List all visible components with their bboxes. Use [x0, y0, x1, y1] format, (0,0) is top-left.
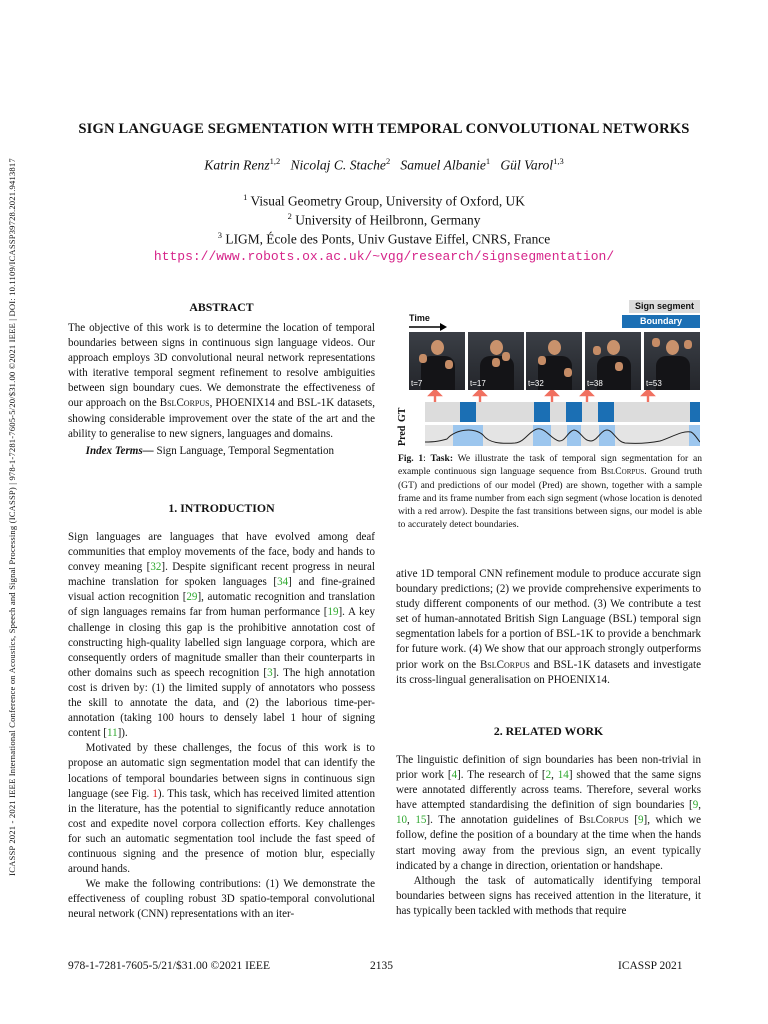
affil-mark: 1 — [243, 192, 248, 202]
body-text: ], which we follow, define the position of a boundary at the time when the hands start moving away from the previous sign, an event typically indicated by a change in direction, orientation or handshape. — [396, 814, 701, 872]
citation-link[interactable]: 19 — [327, 606, 339, 619]
author-affil-mark: 1,2 — [269, 156, 281, 166]
video-frame — [409, 332, 465, 390]
body-text: ]. The annotation guidelines of — [426, 814, 579, 827]
dataset-name: BslCorpus — [479, 658, 530, 671]
affiliation — [0, 211, 768, 228]
affiliation — [0, 192, 768, 209]
affil-text: LIGM, École des Ponts, Univ Gustave Eiffel, CNRS, France — [225, 231, 551, 247]
affil-mark: 2 — [287, 211, 292, 221]
body-text: [ — [628, 814, 639, 827]
citation-link[interactable]: 32 — [150, 561, 162, 574]
gt-boundary-segment — [460, 402, 476, 422]
legend-sign-segment: Sign segment — [629, 300, 700, 313]
legend-boundary-segment: Boundary — [622, 315, 700, 328]
body-text: ]. A key challenge in closing this gap is the prohibitive annotation cost of constructing high-quality labelled sign language corpora, which are consequently orders of magnitude smaller than their counterparts in other domains such as speech recognition [ — [68, 606, 375, 679]
frame-number: t=17 — [470, 379, 486, 388]
body-text: We make the following contributions: (1) We demonstrate the effectiveness of coupling robust 3D spatio-temporal convolutional neural network (CNN) representations with an iter- — [68, 878, 375, 921]
citation-link[interactable]: 10 — [396, 814, 408, 827]
frame-number: t=7 — [411, 379, 423, 388]
author-name: Nicolaj C. Stache — [290, 157, 386, 173]
affil-mark: 3 — [217, 230, 223, 240]
frame-number: t=38 — [587, 379, 603, 388]
citation-link[interactable]: 15 — [415, 814, 427, 827]
caption-text: We illustrate the task of temporal sign segmentation for an example continuous sign language sequence from — [398, 453, 702, 478]
red-arrow-icon — [643, 390, 653, 395]
index-terms-label: Index Terms— — [85, 444, 154, 457]
page-number: 2135 — [370, 960, 393, 972]
body-text: ]. Despite significant recent progress in neural machine translation for spoken languages [ — [68, 561, 375, 589]
gt-axis-label: GT — [397, 407, 408, 422]
citation-link[interactable]: 34 — [277, 576, 289, 589]
red-arrow-icon — [430, 390, 440, 395]
caption-text: . Ground truth (GT) and predictions of our model (Pred) are shown, together with a sample frame and its frame number from each sign segment (whose location is denoted with a red arrow). Despite the fast transitions between signs, our model is able to accurately detect boundaries. — [398, 466, 702, 531]
abstract-body — [68, 321, 375, 459]
body-text: The linguistic definition of sign boundaries has been non-trivial in prior work [ — [396, 754, 701, 782]
affil-text: Visual Geometry Group, University of Oxford, UK — [250, 193, 525, 209]
author-affil-mark: 1 — [485, 156, 491, 166]
affiliation — [0, 230, 768, 247]
body-text: ]). — [117, 727, 128, 740]
red-arrow-icon — [582, 390, 592, 395]
citation-link[interactable]: 9 — [692, 799, 699, 812]
dataset-name: BslCorpus — [600, 466, 645, 478]
time-arrow-icon — [409, 323, 449, 331]
footer-isbn: 978-1-7281-7605-5/21/$31.00 ©2021 IEEE — [68, 960, 270, 972]
body-text: ]. The high annotation cost is driven by: (1) the limited supply of annotators who possess the skill to annotate the data, and (2) the laborious time-per-annotation (taking 100 hours to densely label 1 hour of signing content [ — [68, 666, 375, 740]
author-name: Gül Varol — [500, 157, 554, 173]
red-arrow-icon — [547, 390, 557, 395]
abstract-heading: ABSTRACT — [189, 300, 254, 314]
time-label: Time — [409, 313, 430, 323]
video-frame — [585, 332, 641, 390]
gt-boundary-segment — [598, 402, 614, 422]
author-affil-mark: 1,3 — [553, 156, 564, 166]
affil-text: University of Heilbronn, Germany — [295, 212, 481, 228]
body-text: Motivated by these challenges, the focus of this work is to propose an automatic sign segmentation model that can identify the locations of temporal boundaries between signs in continuous sign language (see Fig. — [68, 742, 375, 800]
figure-1 — [397, 298, 700, 446]
body-text: Although the task of automatically identifying temporal boundaries between signs has received attention in the literature, it has typically been tackled with methods that require — [396, 874, 701, 917]
citation-link[interactable]: 11 — [106, 727, 118, 740]
body-text: ]. The research of [ — [457, 769, 546, 782]
index-terms: Sign Language, Temporal Segmentation — [153, 444, 335, 457]
red-arrow-icon — [475, 390, 485, 395]
citation-link[interactable]: 29 — [186, 591, 198, 604]
body-text: ] and fine-grained visual action recognition [ — [68, 576, 375, 604]
body-text: ], automatic recognition and translation of sign languages remains far from human performance [ — [68, 591, 376, 619]
author-list — [0, 156, 768, 174]
caption-task: Task: — [430, 453, 454, 464]
figure-caption: Fig. 1: Task: We illustrate the task of temporal sign segmentation for an example continuous sign language sequence from BslCorpus. Ground truth (GT) and predictions of our model (Pred) are shown, together with a sample frame and its frame number from each sign segment (whose location is denoted with a red arrow). Despite the fast transitions between signs, our model is able to accurately detect boundaries. — [398, 453, 702, 531]
gt-boundary-segment — [690, 402, 700, 422]
citation-link[interactable]: 9 — [638, 814, 644, 827]
caption-label: Fig. 1 — [398, 453, 424, 464]
author-name: Katrin Renz — [204, 157, 270, 173]
gt-boundary-segment — [566, 402, 582, 422]
dataset-name: BslCorpus — [159, 397, 210, 410]
intro-heading: 1. INTRODUCTION — [168, 501, 275, 515]
body-text: ] showed that the same signs were annotated differently across teams. Therefore, several works have attempted standardising the definition of sign boundaries [ — [396, 769, 702, 812]
prediction-bar — [425, 425, 700, 446]
paper-title: SIGN LANGUAGE SEGMENTATION WITH TEMPORAL CONVOLUTIONAL NETWORKS — [78, 121, 690, 137]
video-frame — [526, 332, 582, 390]
author-affil-mark: 2 — [385, 156, 391, 166]
body-text: Sign languages are languages that have evolved among deaf communities that employ movements of the face, body and hands to convey meaning [ — [68, 531, 375, 574]
project-url-link[interactable]: https://www.robots.ox.ac.uk/~vgg/research/signsegmentation/ — [153, 249, 615, 264]
video-frame — [468, 332, 524, 390]
citation-link[interactable]: 3 — [267, 666, 273, 679]
abstract-text: The objective of this work is to determine the location of temporal boundaries between signs in continuous sign language videos. Our approach employs 3D convolutional neural network representations with iterative temporal segment refinement to resolve ambiguities between sign boundary cues. We demonstrate the effectiveness of our approach on the — [68, 322, 375, 410]
side-copyright-note: ICASSP 2021 - 2021 IEEE International Conference on Acoustics, Speech and Signal Processing (ICASSP) | 978-1-7281-7605-5/20/$31.00 ©2021 IEEE | DOI: 10.1109/ICASSP39728.2021.9413817 — [7, 158, 17, 876]
dataset-name: BslCorpus — [578, 814, 629, 827]
abstract-text: , PHOENIX14 and BSL-1K datasets, showing considerable improvement over the state of the art and the ability to generalise to new signers, languages and domains. — [68, 397, 375, 440]
related-work-body: The linguistic definition of sign boundaries has been non-trivial in prior work [4]. The research of [2, 14] showed that the same signs were annotated differently across teams. Therefore, several works have attempted standardising the definition of sign boundaries [9, 10, 15]. The annotation guidelines of BslCorpus [9], which we follow, define the position of a boundary at the time when the hands start moving away from the previous sign, an event typically indicated by a change in direction, orientation or handshape. Although the task of automatically identifying temporal boundaries between signs has received attention in the literature, it has typically been tackled with methods that require — [396, 754, 702, 917]
ground-truth-bar — [425, 402, 700, 422]
related-work-heading: 2. RELATED WORK — [493, 724, 604, 738]
body-text: ative 1D temporal CNN refinement module to produce accurate sign boundary predictions; (2) we provide comprehensive experiments to study different components of our method. (3) We contribute a test set of human-annotated British Sign Language (BSL) temporal sign segmentation labels for a portion of BSL-1K to provide a benchmark for future work. (4) We show that our approach strongly outperforms prior work on the — [396, 568, 701, 671]
frame-number: t=32 — [528, 379, 544, 388]
contributions-text — [396, 567, 701, 688]
pred-axis-label: Pred — [397, 425, 408, 446]
citation-link[interactable]: 14 — [557, 769, 569, 782]
citation-link[interactable]: 4 — [451, 769, 458, 782]
author-name: Samuel Albanie — [400, 157, 486, 173]
body-text: ). This task, which has received limited attention in the literature, has the potential to significantly reduce annotation cost and expedite novel corpora collection efforts. Key challenges for such an automatic segmentation tool include the fast speed of continuous signing and the presence of motion blur, especially around hands. — [68, 787, 375, 876]
prediction-curve — [425, 425, 700, 446]
body-text: and BSL-1K datasets and investigate its cross-lingual generalisation on PHOENIX14. — [396, 658, 701, 686]
footer-conference: ICASSP 2021 — [618, 960, 683, 972]
intro-body — [68, 530, 375, 922]
citation-link[interactable]: 2 — [545, 769, 552, 782]
gt-boundary-segment — [534, 402, 550, 422]
frame-number: t=53 — [646, 379, 662, 388]
figure-ref-link[interactable]: 1 — [152, 787, 158, 800]
video-frame — [644, 332, 700, 390]
